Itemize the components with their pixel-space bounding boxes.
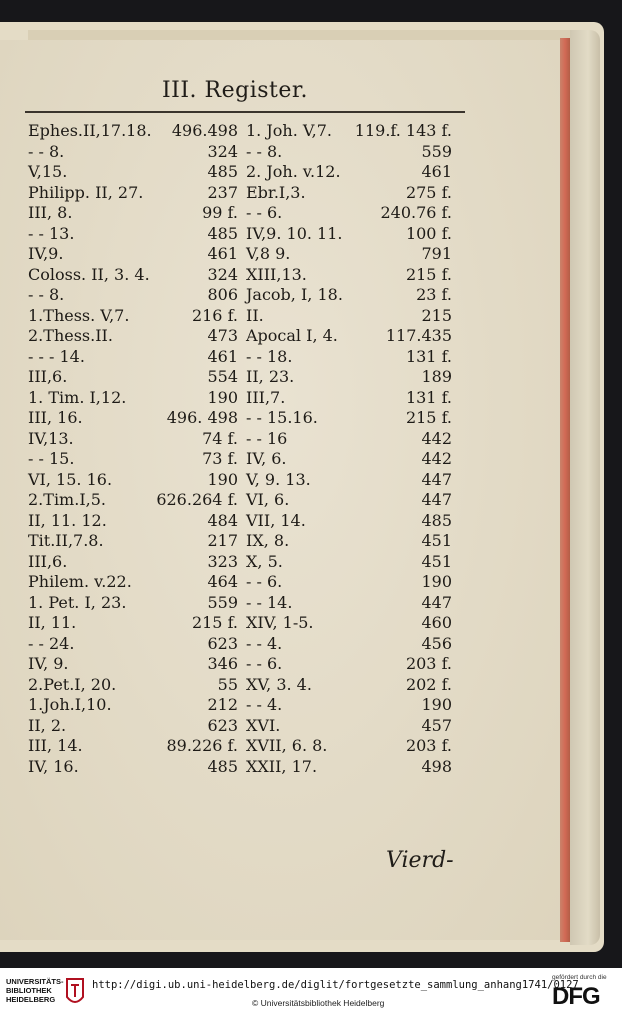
register-entry [28,347,238,368]
scripture-reference: V, 9. 13. [246,469,311,489]
register-entry [246,408,452,429]
register-entry [28,142,238,163]
page-number: 216 f. [191,305,238,325]
scripture-reference: XVI. [246,715,281,735]
register-entry [28,244,238,265]
register-entry [246,244,452,265]
register-entry [246,634,452,655]
register-entry [28,511,238,532]
scripture-reference: Jacob, I, 18. [246,285,343,304]
page-number: 623 [207,715,238,735]
scripture-reference: IV,9. [28,244,64,263]
page-number: 485 [207,162,238,181]
page-number: 626.264 f. [156,490,238,509]
scripture-reference: Apocal I, 4. [246,326,338,345]
page-number: 119.f. 143 f. [354,121,452,140]
register-entry [28,531,238,552]
scripture-reference: IV, 9. [28,654,69,673]
register-entry [28,121,238,142]
funding-note: gefördert durch die [552,974,607,981]
register-entry [246,552,452,573]
register-column-left [28,121,238,777]
page-number: 559 [207,592,238,612]
register-entry [28,490,238,511]
page-number: 190 [421,695,452,714]
scripture-reference: - - - 14. [28,346,85,366]
page-header: III. Register. [161,78,308,103]
header-rule [25,111,465,113]
register-entry [246,736,452,757]
register-entry [28,224,238,245]
page-number: 485 [207,756,238,776]
scripture-reference: IV, 6. [246,449,287,468]
register-entry [246,654,452,675]
page-number: 457 [421,715,452,735]
register-entry [28,613,238,634]
page-number: 215 f. [191,613,238,632]
page-number: 215 f. [405,264,452,284]
register-entry [246,203,452,224]
page-number: 623 [207,633,238,653]
scripture-reference: 2.Tim.I,5. [28,490,106,509]
register-entry [246,183,452,204]
page-number: 190 [207,387,238,407]
register-column-right [246,121,452,777]
register-entry [246,388,452,409]
page-number: 447 [421,592,452,612]
page-number: 55 [217,674,238,694]
page-number: 100 f. [405,223,452,243]
register-entry [28,429,238,450]
scripture-reference: - - 4. [246,695,283,714]
scripture-reference: 1. Pet. I, 23. [28,592,127,612]
register-entry [28,265,238,286]
page-number: 460 [421,613,452,632]
register-entry [246,121,452,142]
register-entry [28,449,238,470]
page-number: 323 [207,551,238,571]
scripture-reference: - - 8. [28,285,65,304]
page-number: 74 f. [202,428,238,448]
red-page-edge [560,38,570,942]
page-number: 89.226 f. [166,736,238,755]
page-number: 346 [207,654,238,673]
page-number: 73 f. [202,449,238,468]
register-entry [28,470,238,491]
scripture-reference: V,8 9. [246,244,291,263]
register-entry [246,162,452,183]
register-entry [246,449,452,470]
scripture-reference: - - 6. [246,572,283,591]
scripture-reference: - - 13. [28,223,75,243]
register-entry [246,470,452,491]
page-number: 215 [421,305,452,325]
scripture-reference: III, 16. [28,408,83,427]
page-number: 485 [207,223,238,243]
page-number: 275 f. [405,182,452,202]
scripture-reference: VI, 6. [246,490,290,509]
scripture-reference: IV,13. [28,428,74,448]
register-entry [28,675,238,696]
register-entry [28,285,238,306]
scripture-reference: 2.Thess.II. [28,326,113,345]
dfg-logo[interactable]: DFG [552,983,600,1010]
page-number: 461 [207,346,238,366]
page-number: 485 [421,510,452,530]
register-entry [246,572,452,593]
page-number: 215 f. [405,408,452,427]
register-entry [246,593,452,614]
scripture-reference: 2.Pet.I, 20. [28,674,117,694]
page-number: 447 [421,469,452,489]
register-entry [246,265,452,286]
register-entry [28,203,238,224]
register-entry [28,736,238,757]
page-number: 237 [207,182,238,202]
register-entry [28,654,238,675]
register-entry [28,388,238,409]
page-number: 189 [421,367,452,386]
page-number: 117.435 [385,326,452,345]
register-entry [28,716,238,737]
catchword: Vierd- [386,848,454,873]
page-number: 484 [207,510,238,530]
scripture-reference: - - 18. [246,346,293,366]
document-url-link[interactable]: http://digi.ub.uni-heidelberg.de/diglit/fortgesetzte_sammlung_anhang1741/0127 [92,979,579,991]
register-entry [246,347,452,368]
register-entry [28,593,238,614]
scripture-reference: VII, 14. [246,510,306,530]
page-number: 190 [421,572,452,591]
scripture-reference: V,15. [28,162,68,181]
scripture-reference: Ebr.I,3. [246,182,306,202]
register-entry [28,367,238,388]
scripture-reference: - - 8. [246,141,283,161]
register-entry [28,572,238,593]
scripture-reference: III,6. [28,551,68,571]
scripture-reference: X, 5. [246,551,283,571]
page-number: 451 [421,531,452,550]
page-number: 203 f. [405,654,452,673]
scripture-reference: II, 23. [246,367,295,386]
scripture-reference: XVII, 6. 8. [246,736,328,755]
scripture-reference: - - 24. [28,633,75,653]
scripture-reference: Ephes.II,17.18. [28,121,152,140]
register-entry [246,326,452,347]
page-number: 554 [207,367,238,386]
page-number: 442 [421,449,452,468]
page-number: 496. 498 [166,408,238,427]
register-entry [246,716,452,737]
scripture-reference: II, 2. [28,715,67,735]
scripture-reference: Coloss. II, 3. 4. [28,264,150,284]
register-entry [246,490,452,511]
register-entry [246,285,452,306]
scripture-reference: III, 14. [28,736,83,755]
scripture-reference: II, 11. 12. [28,510,107,530]
page-number: 23 f. [416,285,452,304]
scripture-reference: - - 6. [246,203,283,222]
scripture-reference: - - 14. [246,592,293,612]
register-entry [28,757,238,778]
page-number: 456 [421,633,452,653]
scripture-reference: IV,9. 10. 11. [246,223,343,243]
register-entry [246,306,452,327]
scripture-reference: II. [246,305,264,325]
register-entry [28,162,238,183]
scripture-reference: Tit.II,7.8. [28,531,104,550]
page-number: 806 [207,285,238,304]
scripture-reference: 1. Joh. V,7. [246,121,332,140]
page-number: 324 [207,141,238,161]
page-number: 131 f. [405,346,452,366]
register-entry [246,142,452,163]
page-number: 461 [207,244,238,263]
register-entry [28,408,238,429]
scripture-reference: XV, 3. 4. [246,674,312,694]
page-number: 202 f. [405,674,452,694]
scripture-reference: III,6. [28,367,68,386]
page-number: 498 [421,756,452,776]
page-number: 451 [421,551,452,571]
scripture-reference: - - 16 [246,428,288,448]
register-entry [28,306,238,327]
scripture-reference: IV, 16. [28,756,79,776]
viewer-footer [0,968,622,1015]
page-number: 190 [207,469,238,489]
page-number: 464 [207,572,238,591]
page-number: 212 [207,695,238,714]
register-entry [246,429,452,450]
page-number: 99 f. [202,203,238,222]
scripture-reference: 1. Tim. I,12. [28,387,127,407]
copyright-notice: © Universitätsbibliothek Heidelberg [252,998,385,1008]
register-entry [246,367,452,388]
scripture-reference: IX, 8. [246,531,290,550]
page-number: 217 [207,531,238,550]
scripture-reference: Philipp. II, 27. [28,182,144,202]
scripture-reference: XIV, 1-5. [246,613,314,632]
library-seal-icon [64,977,86,1007]
register-entry [28,552,238,573]
page-number: 461 [421,162,452,181]
scripture-reference: - - 15.16. [246,408,318,427]
register-entry [246,695,452,716]
page-number: 240.76 f. [380,203,452,222]
register-entry [28,183,238,204]
register-entry [28,634,238,655]
register-entry [246,224,452,245]
register-entry [246,757,452,778]
scripture-reference: 1.Thess. V,7. [28,305,130,325]
scripture-reference: III,7. [246,387,286,407]
page-number: 131 f. [405,387,452,407]
scripture-reference: XIII,13. [246,264,307,284]
library-logo[interactable]: UNIVERSITÄTS-BIBLIOTHEK HEIDELBERG [6,977,64,1004]
register-entry [28,326,238,347]
scripture-reference: - - 4. [246,633,283,653]
page-number: 442 [421,428,452,448]
page-number: 559 [421,141,452,161]
page-number: 473 [207,326,238,345]
scripture-reference: - - 6. [246,654,283,673]
page-number: 324 [207,264,238,284]
cover-edge [570,30,600,945]
scripture-reference: VI, 15. 16. [28,469,113,489]
scripture-reference: II, 11. [28,613,77,632]
scripture-reference: - - 15. [28,449,75,468]
register-entry [246,675,452,696]
page-number: 496.498 [171,121,238,140]
register-entry [28,695,238,716]
scripture-reference: Philem. v.22. [28,572,132,591]
scripture-reference: 2. Joh. v.12. [246,162,341,181]
scripture-reference: - - 8. [28,141,65,161]
scripture-reference: 1.Joh.I,10. [28,695,112,714]
register-entry [246,511,452,532]
page-number: 447 [421,490,452,509]
register-entry [246,613,452,634]
page-number: 791 [421,244,452,263]
scripture-reference: III, 8. [28,203,73,222]
scripture-reference: XXII, 17. [246,756,318,776]
page-number: 203 f. [405,736,452,755]
register-entry [246,531,452,552]
